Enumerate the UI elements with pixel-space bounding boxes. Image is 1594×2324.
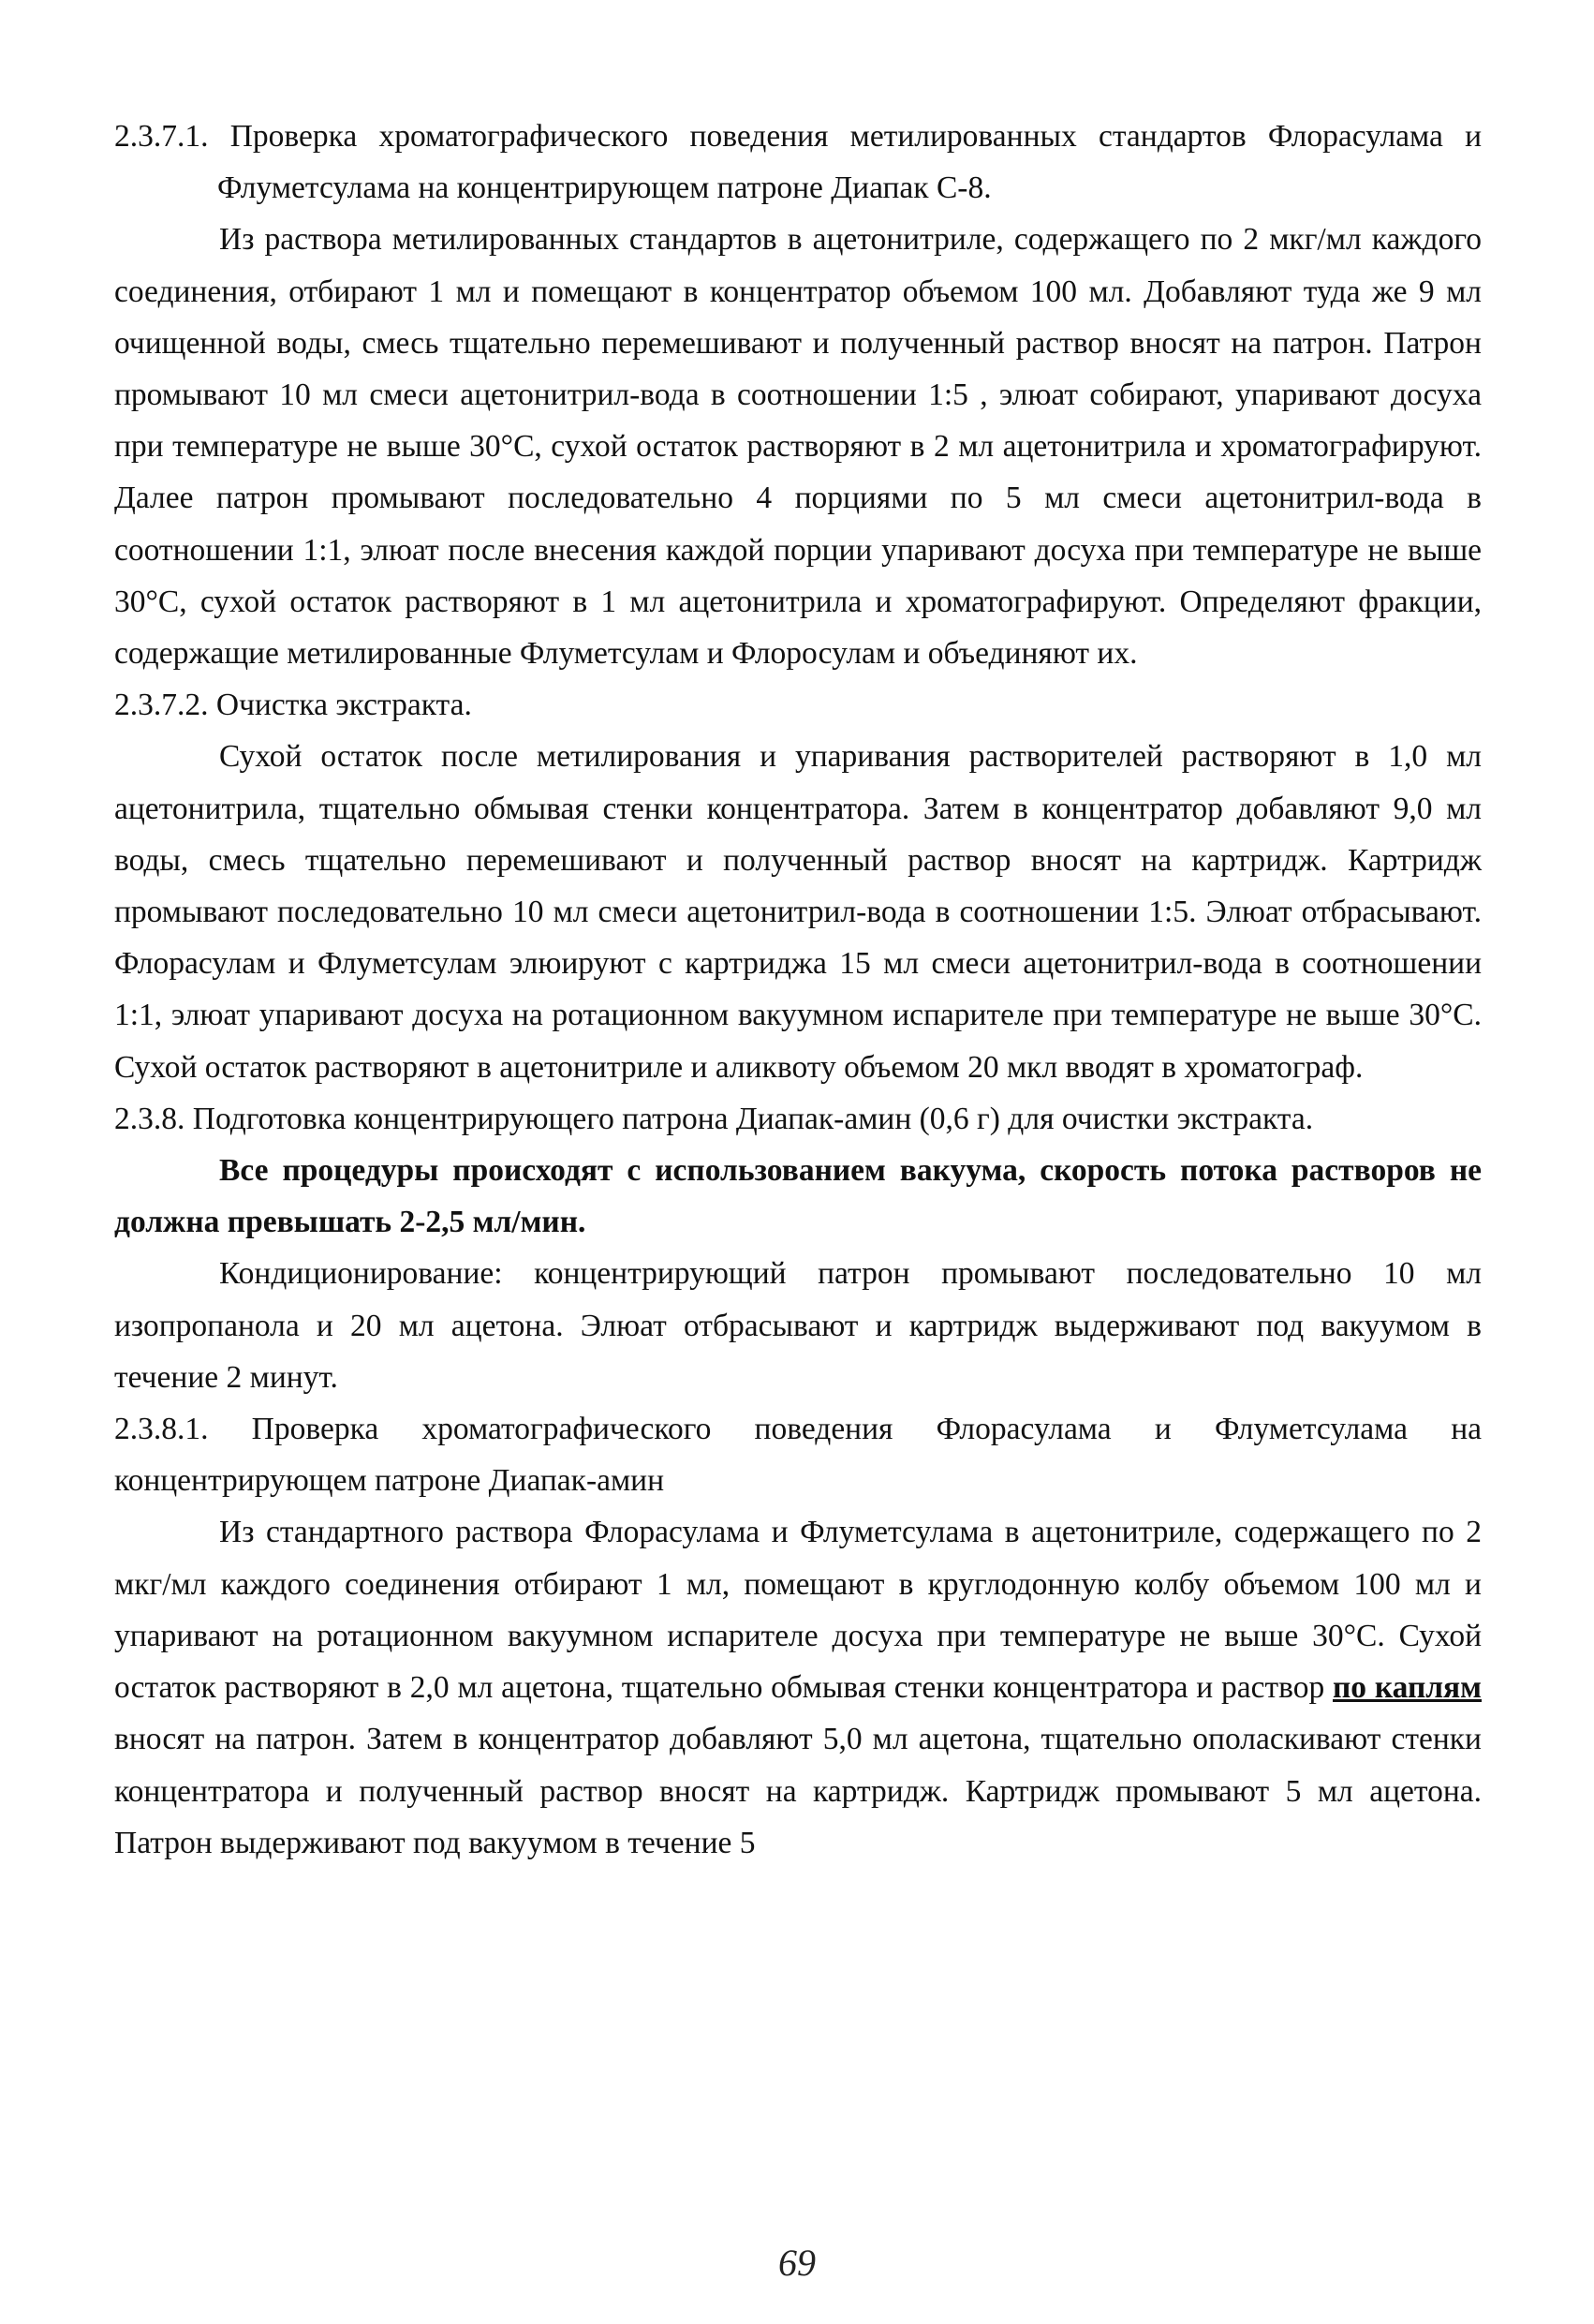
paragraph-text-end: вносят на патрон. Затем в концентратор добавляют 5,0 мл ацетона, тщательно ополаскивают стенки концентратора и полученный раствор вносят на картридж. Картридж промывают 5 мл ацетона. Патрон выдерживают под вакуумом в течение 5 [114, 1722, 1482, 1860]
section-heading-2-3-7-1: 2.3.7.1. Проверка хроматографического поведения метилированных стандартов Флорасулама и Флуметсулама на концентрирующем патроне Диапак С-8. [114, 119, 1482, 206]
page-number: 69 [778, 2242, 816, 2284]
paragraph-text-start: Из стандартного раствора Флорасулама и Флуметсулама в ацетонитриле, содержащего по 2 мкг/мл каждого соединения отбирают 1 мл, помещают в круглодонную колбу объемом 100 мл и упаривают на ротационном вакуумном испарителе досуха при температуре не выше 30°С. Сухой остаток растворяют в 2,0 мл ацетона, тщательно обмывая стенки концентратора и раствор [114, 1515, 1482, 1706]
paragraph-diapak-amine-check [114, 1506, 1482, 1868]
paragraph-extract-cleanup: Сухой остаток после метилирования и упаривания растворителей растворяют в 1,0 мл ацетонитрила, тщательно обмывая стенки концентратора. Затем в концентратор добавляют 9,0 мл воды, смесь тщательно перемешивают и полученный раствор вносят на картридж. Картридж промывают последовательно 10 мл смеси ацетонитрил-вода в соотношении 1:5. Элюат отбрасывают. Флорасулам и Флуметсулам элюируют с картриджа 15 мл смеси ацетонитрил-вода в соотношении 1:1, элюат упаривают досуха на ротационном вакуумном испарителе при температуре не выше 30°С. Сухой остаток растворяют в ацетонитриле и аликвоту объемом 20 мкл вводят в хроматограф. [114, 739, 1482, 1085]
paragraph-methylated-standards: Из раствора метилированных стандартов в ацетонитриле, содержащего по 2 мкг/мл каждого соединения, отбирают 1 мл и помещают в концентратор объемом 100 мл. Добавляют туда же 9 мл очищенной воды, смесь тщательно перемешивают и полученный раствор вносят на патрон. Патрон промывают 10 мл смеси ацетонитрил-вода в соотношении 1:5 , элюат собирают, упаривают досуха при температуре не выше 30°С, сухой остаток растворяют в 2 мл ацетонитрила и хроматографируют. Далее патрон промывают последовательно 4 порциями по 5 мл смеси ацетонитрил-вода в соотношении 1:1, элюат после внесения каждой порции упаривают досуха при температуре не выше 30°С, сухой остаток растворяют в 1 мл ацетонитрила и хроматографируют. Определяют фракции, содержащие метилированные Флуметсулам и Флоросулам и объединяют их. [114, 222, 1482, 672]
section-heading-2-3-8: 2.3.8. Подготовка концентрирующего патрона Диапак-амин (0,6 г) для очистки экстракта. [114, 1101, 1314, 1136]
section-heading-2-3-8-1: 2.3.8.1. Проверка хроматографического поведения Флорасулама и Флуметсулама на концентрирующем патроне Диапак-амин [114, 1412, 1482, 1499]
document-page [114, 111, 1482, 1869]
underlined-phrase: по каплям [1333, 1670, 1482, 1706]
section-heading-2-3-7-2: 2.3.7.2. Очистка экстракта. [114, 688, 472, 723]
paragraph-conditioning: Кондиционирование: концентрирующий патрон промывают последовательно 10 мл изопропанола и 20 мл ацетона. Элюат отбрасывают и картридж выдерживают под вакуумом в течение 2 минут. [114, 1256, 1482, 1395]
bold-notice-vacuum: Все процедуры происходят с использованием вакуума, скорость потока растворов не должна превышать 2-2,5 мл/мин. [114, 1153, 1482, 1240]
